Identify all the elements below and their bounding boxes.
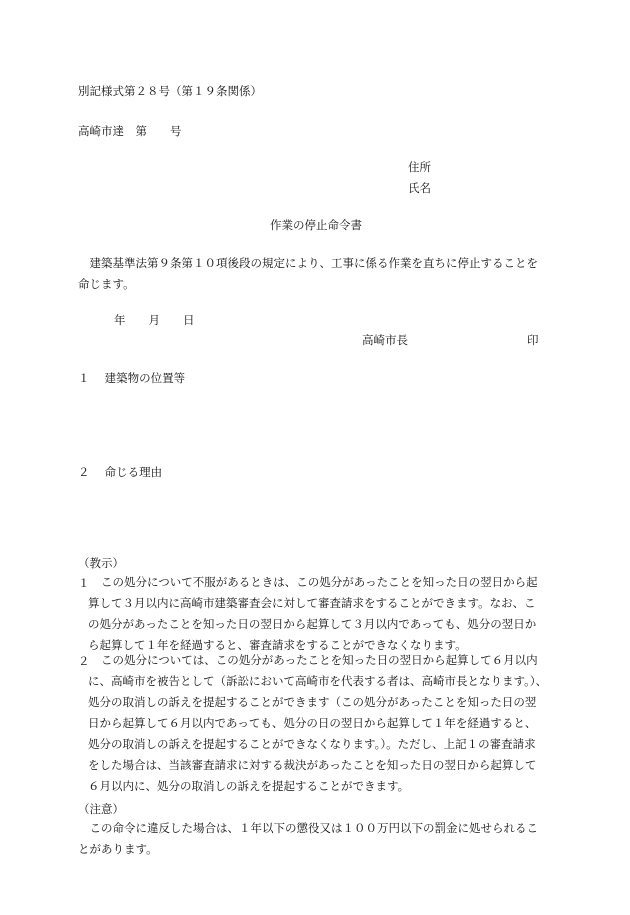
instruction-line: をした場合は、当該審査請求に対する裁決があったことを知った日の翌日から起算して xyxy=(88,758,537,772)
instruction-line: の処分があったことを知った日の翌日から起算して３月以内であっても、処分の翌日か xyxy=(88,617,537,631)
instruction-line: ら起算して１年を経過すると、審査請求をすることができなくなります。 xyxy=(88,638,467,652)
instruction-item-2 xyxy=(88,650,547,797)
body-line: 命じます。 xyxy=(78,277,135,291)
note-heading: （注意） xyxy=(78,802,124,816)
instruction-line: 処分の取消しの訴えを提起することができます（この処分があったことを知った日の翌 xyxy=(88,695,537,709)
instruction-line: この処分については、この処分があったことを知った日の翌日から起算して６月以内 xyxy=(101,653,538,667)
instruction-item-1 xyxy=(88,572,538,656)
instruction-line: 算して３月以内に高崎市建築審査会に対して審査請求をすることができます。なお、こ xyxy=(88,596,536,610)
instruction-item-number: １ xyxy=(78,576,90,590)
note-text xyxy=(78,818,538,860)
instruction-item-number: ２ xyxy=(78,654,90,668)
note-line: この命令に違反した場合は、１年以下の懲役又は１００万円以下の罰金に処せられるこ xyxy=(78,821,538,835)
document-number: 高崎市達 第 号 xyxy=(78,124,182,138)
instruction-line: ６月以内に、処分の取消しの訴えを提起することができます。 xyxy=(88,779,410,793)
body-text xyxy=(78,253,538,295)
seal-mark: 印 xyxy=(527,333,539,347)
instruction-heading: （教示） xyxy=(78,556,124,570)
instruction-line: に、高崎市を被告として（訴訟において高崎市を代表する者は、高崎市長となります。）、 xyxy=(88,674,548,688)
name-label: 氏名 xyxy=(408,181,431,195)
form-number: 別記様式第２８号（第１９条関係） xyxy=(78,84,262,98)
date-line: 年 月 日 xyxy=(114,313,195,327)
item-building-location: １ 建築物の位置等 xyxy=(78,371,186,385)
instruction-line: 日から起算して６月以内であっても、処分の日の翌日から起算して１年を経過すると、 xyxy=(88,716,537,730)
item-reason: ２ 命じる理由 xyxy=(78,465,163,479)
note-line: とがあります。 xyxy=(78,842,158,856)
instruction-line: 処分の取消しの訴えを提起することができなくなります。）。ただし、上記１の審査請求 xyxy=(88,737,536,751)
issuer: 高崎市長 xyxy=(362,333,408,347)
body-line: 建築基準法第９条第１０項後段の規定により、工事に係る作業を直ちに停止することを xyxy=(78,256,538,270)
address-label: 住所 xyxy=(408,160,431,174)
document-title: 作業の停止命令書 xyxy=(270,218,362,232)
instruction-line: この処分について不服があるときは、この処分があったことを知った日の翌日から起 xyxy=(101,575,538,589)
